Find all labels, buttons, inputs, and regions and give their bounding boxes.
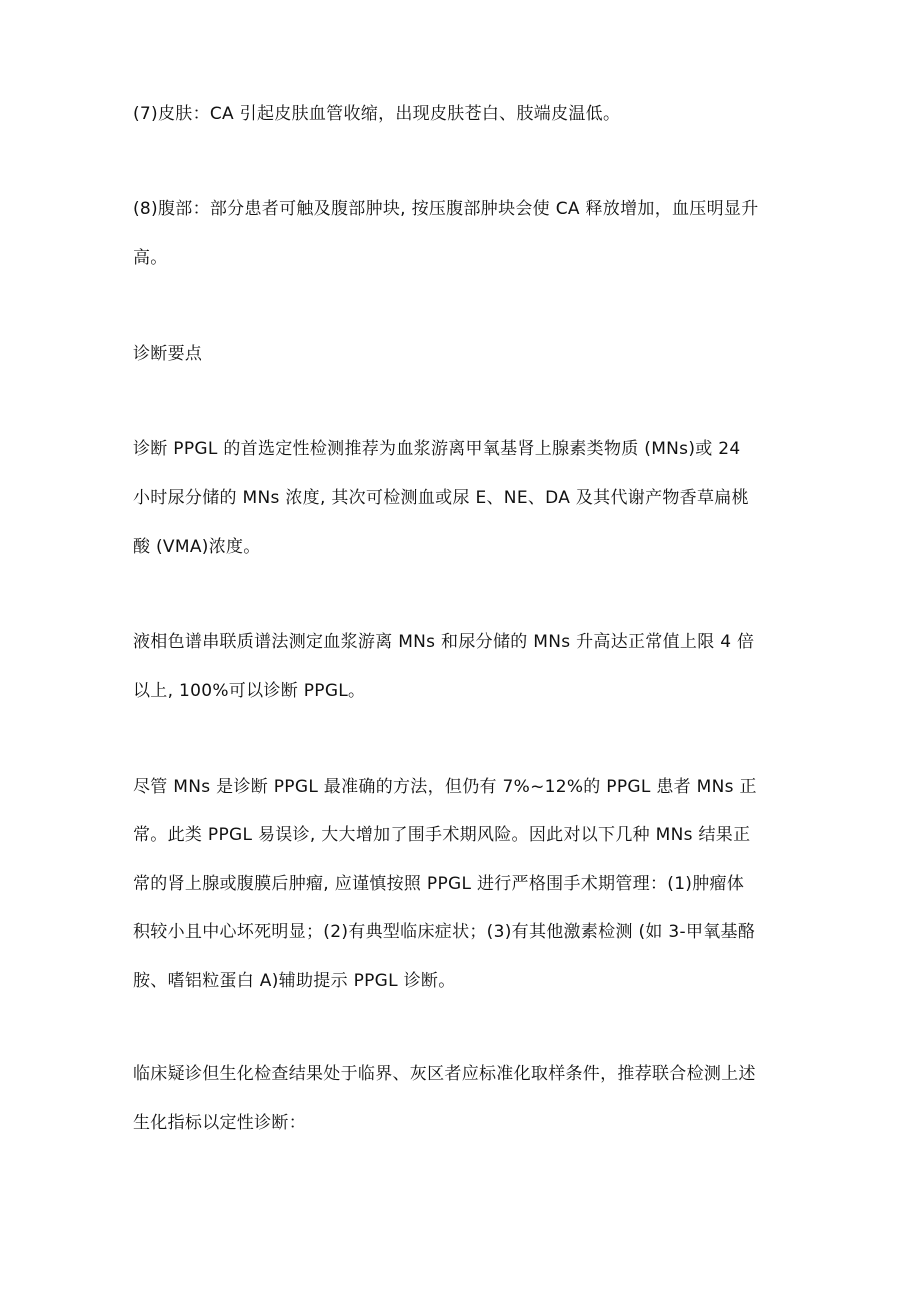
- paragraph-skin-line-1: (7)皮肤：CA 引起皮肤血管收缩，出现皮肤苍白、肢端皮温低。: [133, 104, 621, 124]
- paragraph-lcms-line-1: 液相色谱串联质谱法测定血浆游离 MNs 和尿分储的 MNs 升高达正常值上限 4 倍: [133, 632, 755, 652]
- paragraph-borderline-line-2: 生化指标以定性诊断：: [133, 1113, 306, 1133]
- paragraph-mns-normal-line-1: 尽管 MNs 是诊断 PPGL 最准确的方法，但仍有 7%~12%的 PPGL 患者 MNs 正: [133, 777, 757, 797]
- paragraph-diagnosis-line-1: 诊断 PPGL 的首选定性检测推荐为血浆游离甲氧基肾上腺素类物质 (MNs)或 24: [133, 439, 741, 459]
- paragraph-mns-normal-line-2: 常。此类 PPGL 易误诊, 大大增加了围手术期风险。因此对以下几种 MNs 结果正: [133, 825, 751, 845]
- paragraph-abdomen-line-2: 高。: [133, 248, 168, 268]
- paragraph-diagnosis-line-3: 酸 (VMA)浓度。: [133, 537, 261, 557]
- paragraph-mns-normal-line-4: 积较小且中心坏死明显；(2)有典型临床症状；(3)有其他激素检测 (如 3-甲氧基酪: [133, 922, 756, 942]
- section-heading: 诊断要点: [133, 344, 203, 364]
- paragraph-diagnosis-line-2: 小时尿分储的 MNs 浓度, 其次可检测血或尿 E、NE、DA 及其代谢产物香草扁桃: [133, 488, 749, 508]
- paragraph-mns-normal-line-5: 胺、嗜铝粒蛋白 A)辅助提示 PPGL 诊断。: [133, 971, 456, 991]
- paragraph-mns-normal-line-3: 常的肾上腺或腹膜后肿瘤, 应谨慎按照 PPGL 进行严格围手术期管理：(1)肿瘤体: [133, 874, 745, 894]
- paragraph-abdomen-line-1: (8)腹部：部分患者可触及腹部肿块, 按压腹部肿块会使 CA 释放增加，血压明显升: [133, 199, 759, 219]
- paragraph-borderline-line-1: 临床疑诊但生化检查结果处于临界、灰区者应标准化取样条件，推荐联合检测上述: [133, 1064, 756, 1084]
- paragraph-lcms-line-2: 以上, 100%可以诊断 PPGL。: [133, 681, 366, 701]
